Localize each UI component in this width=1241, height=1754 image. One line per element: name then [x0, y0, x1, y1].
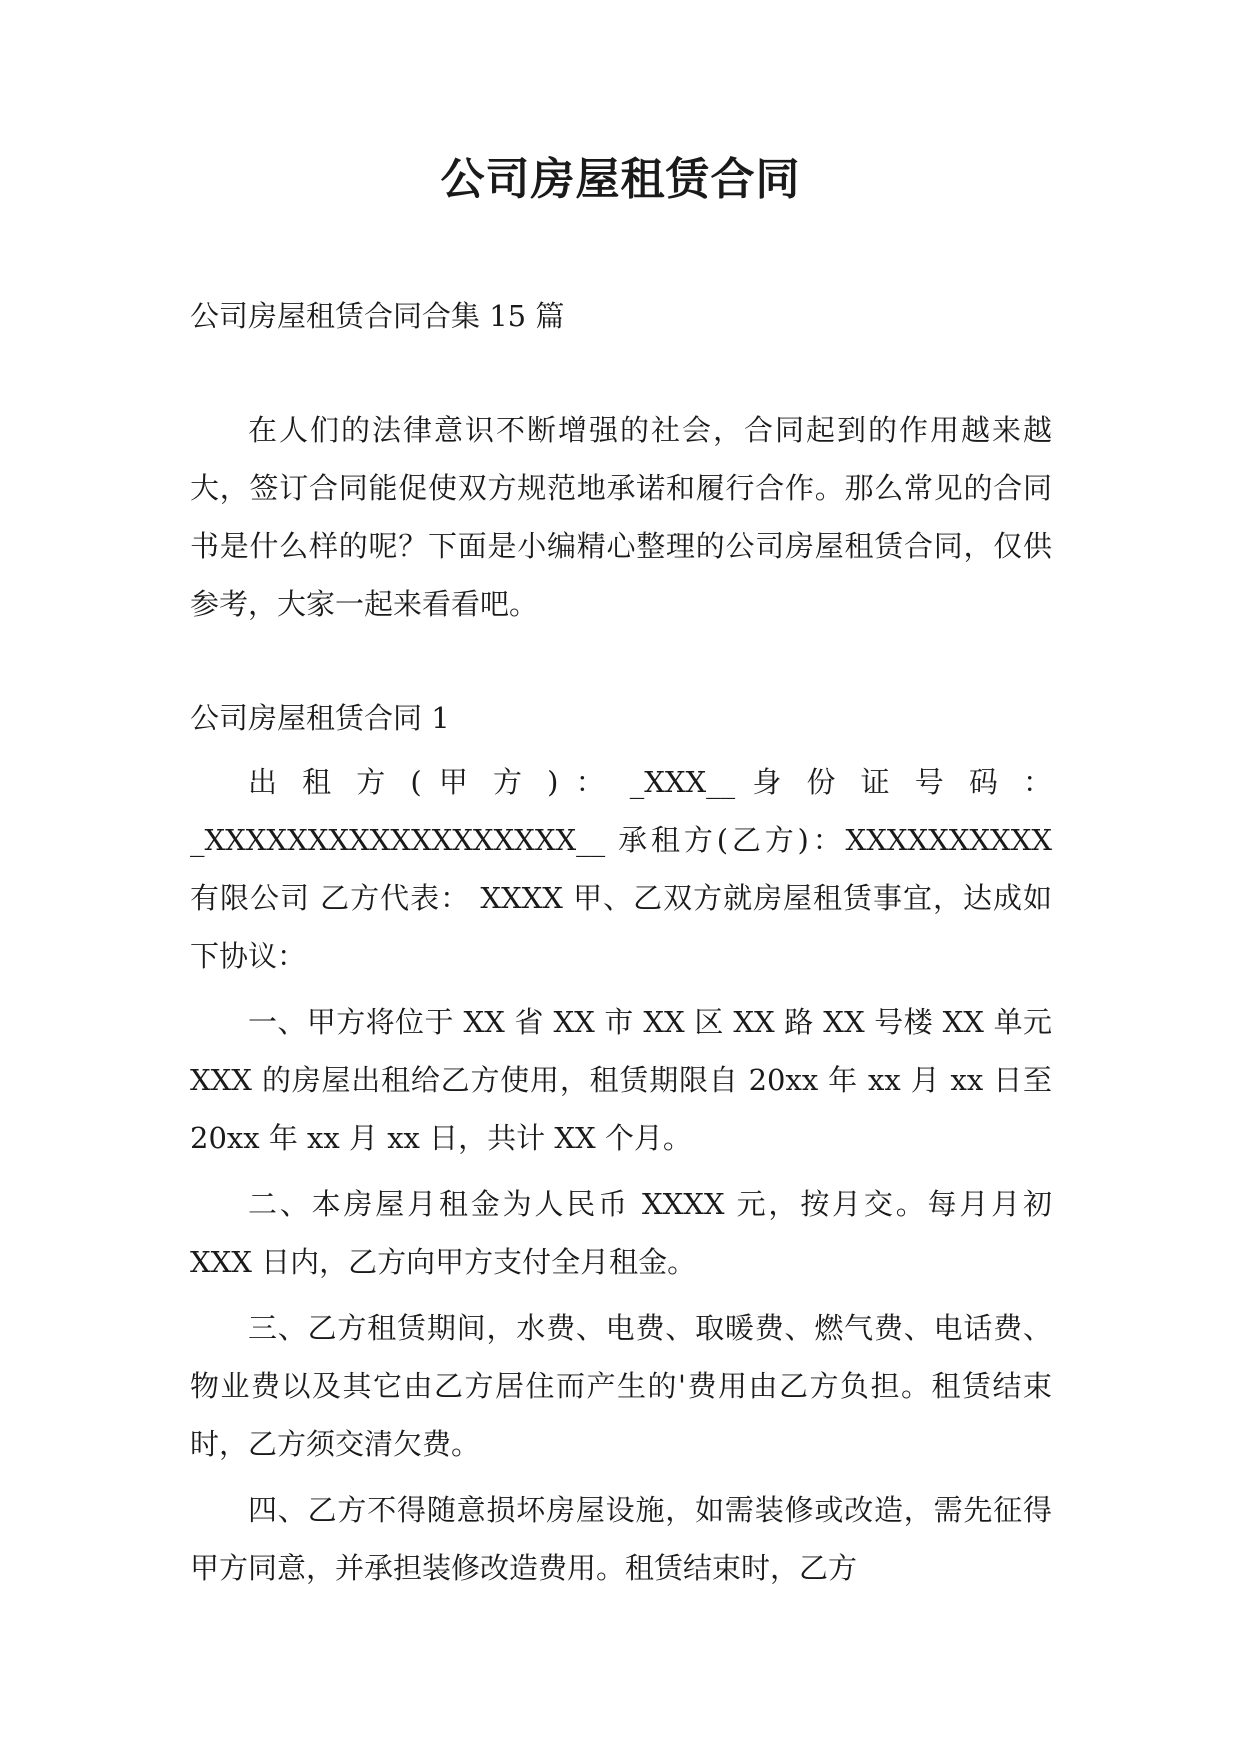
clause-paragraph-3: 三、乙方租赁期间，水费、电费、取暖费、燃气费、电话费、物业费以及其它由乙方居住而产生的'费用由乙方负担。租赁结束时，乙方须交清欠费。 — [190, 1311, 1052, 1461]
parties-paragraph: 出 租 方 ( 甲 方 ) ： _XXX__ 身 份 证 号 码 ： _XXXXXXXXXXXXXXXXXX__ 承租方(乙方)：XXXXXXXXXX 有限公司 乙方代表： XXXX 甲、乙双方就房屋租赁事宜，达成如下协议： — [190, 765, 1052, 973]
section-title: 公司房屋租赁合同 1 — [190, 701, 450, 735]
document-body — [190, 287, 1052, 1597]
clause-paragraph-1: 一、甲方将位于 XX 省 XX 市 XX 区 XX 路 XX 号楼 XX 单元 XXX 的房屋出租给乙方使用，租赁期限自 20xx 年 xx 月 xx 日至 20xx 年 xx 月 xx 日，共计 XX 个月。 — [190, 1005, 1052, 1155]
document-title: 公司房屋租赁合同 — [440, 154, 801, 205]
document-subtitle: 公司房屋租赁合同合集 15 篇 — [190, 299, 565, 333]
clause-paragraph-2: 二、本房屋月租金为人民币 XXXX 元，按月交。每月月初 XXX 日内，乙方向甲方支付全月租金。 — [190, 1187, 1052, 1279]
intro-paragraph: 在人们的法律意识不断增强的社会，合同起到的作用越来越大，签订合同能促使双方规范地承诺和履行合作。那么常见的合同书是什么样的呢？下面是小编精心整理的公司房屋租赁合同，仅供参考，大家一起来看看吧。 — [190, 413, 1052, 621]
clause-paragraph-4: 四、乙方不得随意损坏房屋设施，如需装修或改造，需先征得甲方同意，并承担装修改造费用。租赁结束时，乙方 — [190, 1493, 1052, 1585]
